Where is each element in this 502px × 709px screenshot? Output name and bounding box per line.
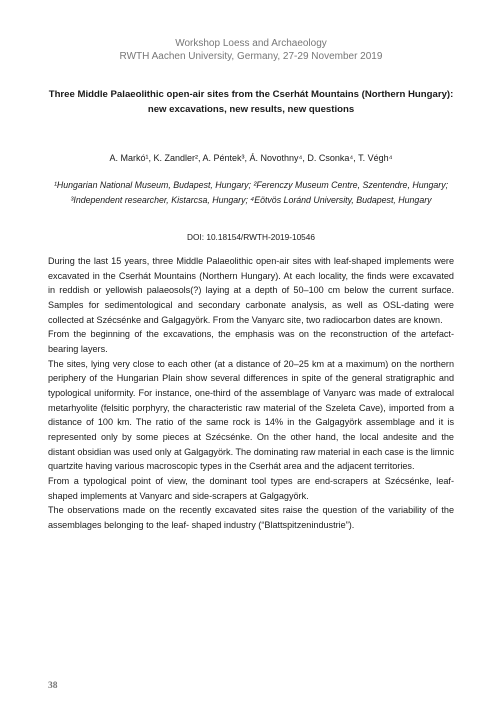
- affiliations: ¹Hungarian National Museum, Budapest, Hungary; ²Ferenczy Museum Centre, Szentendre, Hungary; ³Independent researcher, Kistarcsa, Hungary; ⁴Eötvös Loránd University, Budapest, Hungary: [53, 180, 449, 205]
- paragraph: During the last 15 years, three Middle Palaeolithic open-air sites with leaf-shaped implements were excavated in the Cserhát Mountains (Northern Hungary). At each locality, the finds were excavated in reddish or yellowish palaeosols(?) laying at a depth of 50–100 cm below the current surface. Samples for sedimentological and secondary carbonate analysis, as well as OSL-dating were collected at Szécsénke and Galgagyörk. From the Vanyarc site, two radiocarbon dates are known.: [48, 256, 454, 325]
- paragraph: The sites, lying very close to each other (at a distance of 20–25 km at a maximum) on the northern periphery of the Hungarian Plain show several differences in spite of the general stratigraphic and typological uniformity. For instance, one-third of the assemblage of Vanyarc was made of extralocal metarhyolite (felsitic porphyry, the characteristic raw material of the Szeleta Cave), imported from a distance of 100 km. The ratio of the same rock is 14% in the Galgagyörk assemblage and it is represented only by some pieces at Szécsénke. On the other hand, the local andesite and the distant obsidian was used only at Galgagyörk. The dominating raw material in each case is the limnic quartzite having various macroscopic types in the Cserhát area and the adjacent territories.: [48, 358, 454, 472]
- running-header-venue: RWTH Aachen University, Germany, 27-29 November 2019: [119, 51, 383, 62]
- paragraph: From the beginning of the excavations, the emphasis was on the reconstruction of the artefact-bearing layers.: [48, 329, 454, 354]
- paragraph: The observations made on the recently excavated sites raise the question of the variability of the assemblages belonging to the leaf- shaped industry (“Blattspitzenindustrie”).: [48, 505, 454, 530]
- page-number: 38: [48, 681, 58, 691]
- paragraph: From a typological point of view, the dominant tool types are end-scrapers at Szécsénke, leaf-shaped implements at Vanyarc and side-scrapers at Galgagyörk.: [48, 475, 454, 501]
- abstract-body: [48, 254, 454, 532]
- doi: DOI: 10.18154/RWTH-2019-10546: [186, 232, 316, 242]
- author-list: A. Markó¹, K. Zandler², A. Péntek³, Á. Novothny⁴, D. Csonka⁴, T. Végh⁴: [109, 153, 393, 163]
- running-header-event: Workshop Loess and Archaeology: [175, 38, 327, 49]
- paper-title: Three Middle Palaeolithic open-air sites from the Cserhát Mountains (Northern Hungary): new excavations, new results, new questions: [48, 89, 454, 115]
